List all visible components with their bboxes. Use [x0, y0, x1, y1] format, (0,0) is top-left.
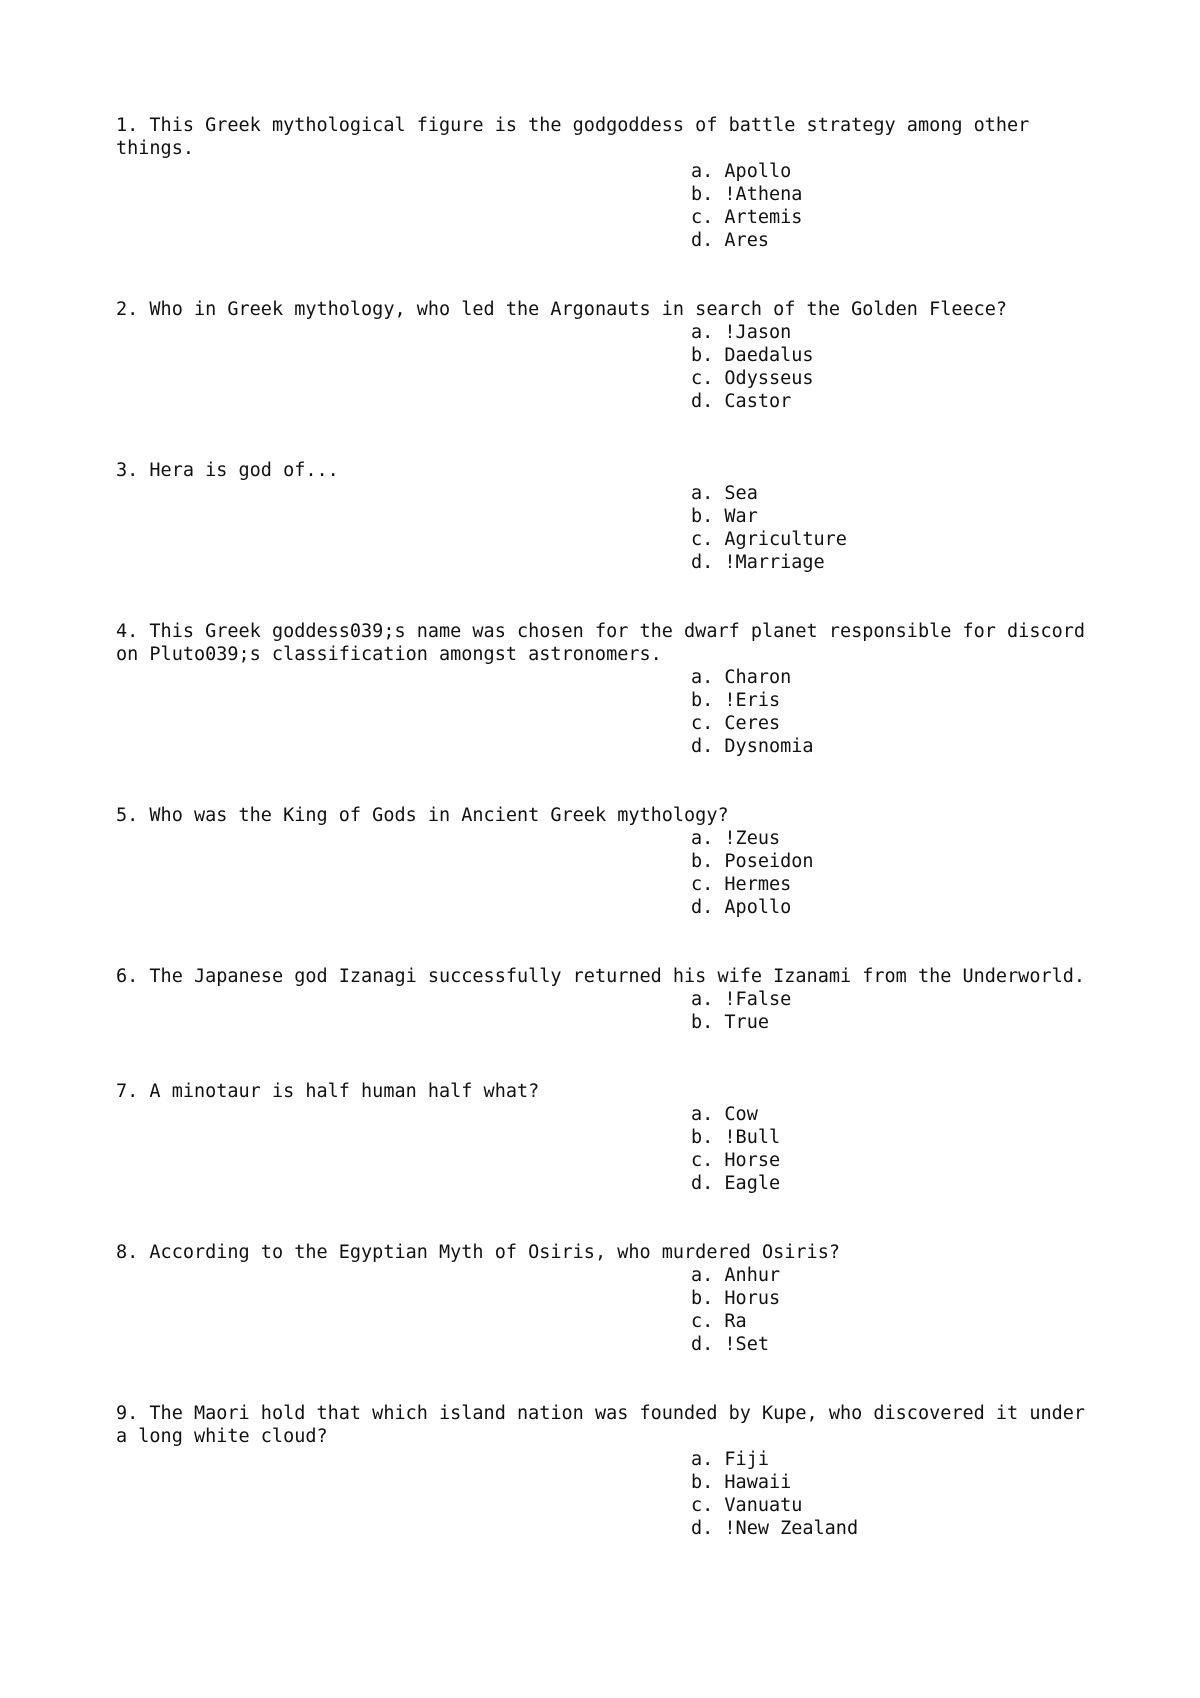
question-block [116, 1402, 1136, 1540]
question-block [116, 1241, 1136, 1356]
answer-option [691, 988, 1136, 1011]
question-number: 7. [116, 1081, 139, 1102]
option-text: Eagle [724, 1173, 781, 1194]
option-text: Sea [724, 483, 758, 504]
option-letter: d. [691, 230, 714, 251]
question-number: 6. [116, 966, 139, 987]
option-text: !Eris [724, 690, 781, 711]
answer-options [116, 1103, 1136, 1195]
answer-option [691, 551, 1136, 574]
question-block [116, 459, 1136, 574]
answer-option [691, 873, 1136, 896]
option-text: !New Zealand [724, 1518, 859, 1539]
question-text [116, 965, 1106, 988]
option-letter: c. [691, 713, 714, 734]
answer-option [691, 735, 1136, 758]
option-letter: d. [691, 736, 714, 757]
answer-option [691, 827, 1136, 850]
question-prompt: Hera is god of... [149, 460, 339, 481]
option-text: !Zeus [724, 828, 781, 849]
answer-option [691, 1126, 1136, 1149]
option-text: True [724, 1012, 769, 1033]
option-letter: c. [691, 207, 714, 228]
answer-option [691, 183, 1136, 206]
option-text: Horse [724, 1150, 781, 1171]
option-letter: d. [691, 1334, 714, 1355]
answer-option [691, 367, 1136, 390]
option-letter: a. [691, 322, 714, 343]
answer-options [116, 988, 1136, 1034]
question-prompt: This Greek goddess039;s name was chosen for the dwarf planet responsible for discord on Pluto039;s classification amongst astronomers. [116, 621, 1097, 665]
option-letter: d. [691, 1173, 714, 1194]
answer-option [691, 1471, 1136, 1494]
answer-option [691, 344, 1136, 367]
option-text: Castor [724, 391, 792, 412]
option-text: Odysseus [724, 368, 814, 389]
answer-option [691, 321, 1136, 344]
answer-option [691, 1517, 1136, 1540]
answer-option [691, 1448, 1136, 1471]
option-letter: b. [691, 690, 714, 711]
answer-option [691, 666, 1136, 689]
option-text: Horus [724, 1288, 781, 1309]
question-text [116, 1080, 1106, 1103]
option-text: Cow [724, 1104, 758, 1125]
option-text: Fiji [724, 1449, 769, 1470]
option-letter: a. [691, 1265, 714, 1286]
answer-option [691, 1172, 1136, 1195]
option-text: !False [724, 989, 792, 1010]
option-letter: c. [691, 874, 714, 895]
question-number: 1. [116, 115, 139, 136]
question-block [116, 114, 1136, 252]
answer-option [691, 160, 1136, 183]
question-text [116, 298, 1106, 321]
question-prompt: According to the Egyptian Myth of Osiris, who murdered Osiris? [149, 1242, 840, 1263]
answer-option [691, 1103, 1136, 1126]
question-list [116, 114, 1136, 1586]
question-prompt: This Greek mythological figure is the godgoddess of battle strategy among other things. [116, 115, 1041, 159]
option-text: Charon [724, 667, 792, 688]
answer-options [116, 1264, 1136, 1356]
answer-option [691, 390, 1136, 413]
answer-option [691, 850, 1136, 873]
question-block [116, 298, 1136, 413]
option-text: Anhur [724, 1265, 781, 1286]
question-block [116, 965, 1136, 1034]
option-letter: b. [691, 1127, 714, 1148]
question-text [116, 114, 1106, 160]
option-text: Hawaii [724, 1472, 792, 1493]
answer-options [116, 160, 1136, 252]
option-text: Hermes [724, 874, 792, 895]
answer-option [691, 1011, 1136, 1034]
question-text [116, 1241, 1106, 1264]
answer-options [116, 666, 1136, 758]
answer-option [691, 1264, 1136, 1287]
answer-option [691, 689, 1136, 712]
question-text [116, 1402, 1106, 1448]
question-number: 5. [116, 805, 139, 826]
option-letter: d. [691, 552, 714, 573]
question-number: 8. [116, 1242, 139, 1263]
option-text: Artemis [724, 207, 803, 228]
option-letter: b. [691, 851, 714, 872]
question-prompt: The Japanese god Izanagi successfully returned his wife Izanami from the Underworld. [149, 966, 1086, 987]
option-letter: d. [691, 897, 714, 918]
option-text: Ares [724, 230, 769, 251]
answer-option [691, 1494, 1136, 1517]
question-prompt: Who in Greek mythology, who led the Argonauts in search of the Golden Fleece? [149, 299, 1008, 320]
option-letter: a. [691, 483, 714, 504]
option-text: Daedalus [724, 345, 814, 366]
question-block [116, 620, 1136, 758]
option-letter: a. [691, 828, 714, 849]
answer-option [691, 528, 1136, 551]
option-text: !Athena [724, 184, 803, 205]
option-text: Poseidon [724, 851, 814, 872]
answer-option [691, 482, 1136, 505]
option-letter: c. [691, 1311, 714, 1332]
answer-option [691, 1149, 1136, 1172]
option-letter: b. [691, 1012, 714, 1033]
question-text [116, 620, 1106, 666]
answer-option [691, 1287, 1136, 1310]
option-letter: c. [691, 529, 714, 550]
question-prompt: The Maori hold that which island nation was founded by Kupe, who discovered it under a long white cloud? [116, 1403, 1097, 1447]
question-number: 3. [116, 460, 139, 481]
question-block [116, 804, 1136, 919]
option-letter: a. [691, 667, 714, 688]
answer-option [691, 1333, 1136, 1356]
question-prompt: Who was the King of Gods in Ancient Greek mythology? [149, 805, 729, 826]
answer-options [116, 321, 1136, 413]
option-text: Ceres [724, 713, 781, 734]
option-letter: d. [691, 391, 714, 412]
answer-option [691, 505, 1136, 528]
answer-option [691, 229, 1136, 252]
option-text: Ra [724, 1311, 747, 1332]
option-letter: b. [691, 1288, 714, 1309]
answer-options [116, 482, 1136, 574]
option-text: Apollo [724, 161, 792, 182]
option-letter: a. [691, 1449, 714, 1470]
question-number: 2. [116, 299, 139, 320]
option-letter: d. [691, 1518, 714, 1539]
question-text [116, 459, 1106, 482]
answer-options [116, 827, 1136, 919]
option-letter: b. [691, 1472, 714, 1493]
question-number: 9. [116, 1403, 139, 1424]
answer-option [691, 712, 1136, 735]
option-letter: c. [691, 1495, 714, 1516]
option-letter: c. [691, 368, 714, 389]
option-text: !Bull [724, 1127, 781, 1148]
option-text: Agriculture [724, 529, 847, 550]
option-text: War [724, 506, 758, 527]
option-text: !Set [724, 1334, 769, 1355]
question-number: 4. [116, 621, 139, 642]
option-text: Vanuatu [724, 1495, 803, 1516]
option-text: !Marriage [724, 552, 825, 573]
option-letter: c. [691, 1150, 714, 1171]
question-prompt: A minotaur is half human half what? [149, 1081, 540, 1102]
option-text: !Jason [724, 322, 792, 343]
answer-option [691, 896, 1136, 919]
option-text: Apollo [724, 897, 792, 918]
option-letter: a. [691, 1104, 714, 1125]
question-block [116, 1080, 1136, 1195]
option-letter: b. [691, 506, 714, 527]
option-letter: b. [691, 345, 714, 366]
answer-options [116, 1448, 1136, 1540]
option-letter: b. [691, 184, 714, 205]
option-text: Dysnomia [724, 736, 814, 757]
option-letter: a. [691, 989, 714, 1010]
question-text [116, 804, 1106, 827]
answer-option [691, 1310, 1136, 1333]
answer-option [691, 206, 1136, 229]
option-letter: a. [691, 161, 714, 182]
